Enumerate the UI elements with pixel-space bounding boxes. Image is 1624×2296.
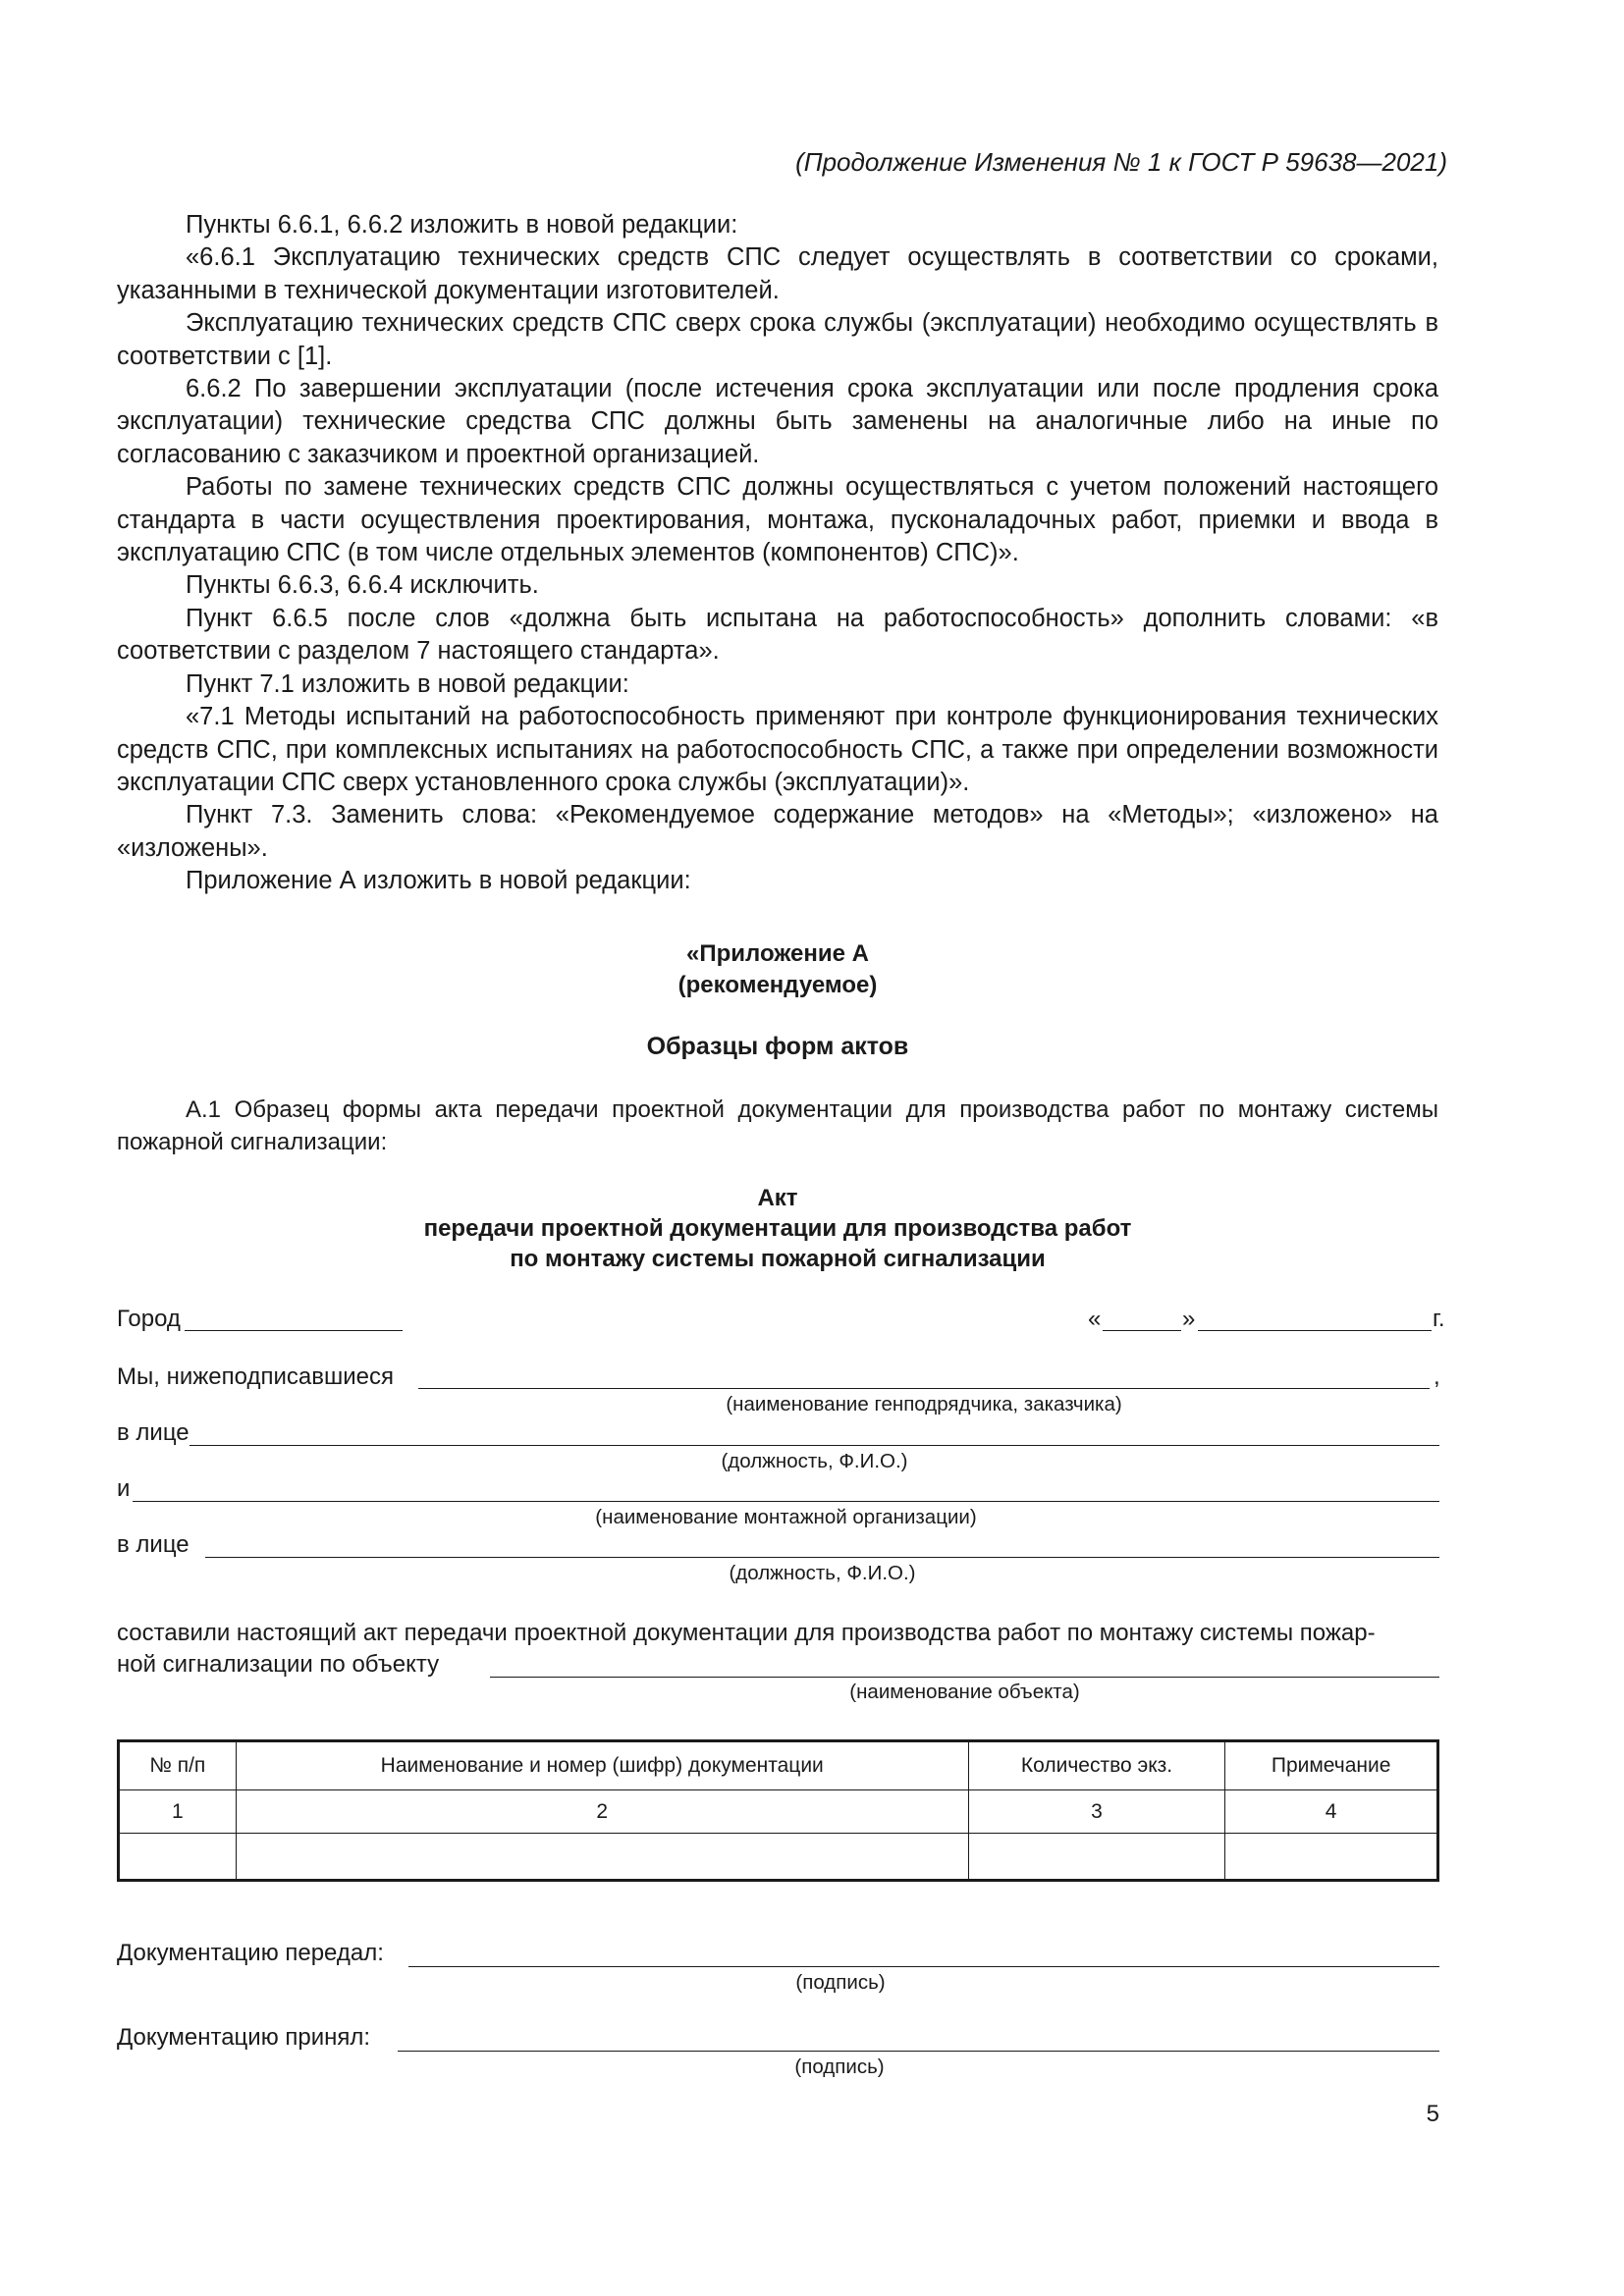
in-person-label: в лице xyxy=(117,1531,189,1558)
act-title-line2: передачи проектной документации для производства работ xyxy=(423,1215,1132,1242)
we-label: Мы, нижеподписавшиеся xyxy=(117,1363,394,1390)
paragraph: «7.1 Методы испытаний на работоспособность применяют при контроле функционирования технических средств СПС, при комплексных испытаниях на работоспособность СПС, а также при определении возможности эксплуатации СПС сверх установленного срока службы (эксплуатации)». xyxy=(117,703,1438,796)
appendix-subtitle: (рекомендуемое) xyxy=(677,972,878,998)
appendix-heading: Образцы форм актов xyxy=(646,1033,909,1060)
paragraph: Эксплуатацию технических средств СПС сверх срока службы (эксплуатации) необходимо осуществлять в соответствии с [1]. xyxy=(117,309,1438,370)
compiled-text-line2: ной сигнализации по объекту xyxy=(117,1651,440,1678)
received-signature-field[interactable] xyxy=(398,2051,1439,2052)
paragraph: Работы по замене технических средств СПС должны осуществляться с учетом положений настоящего стандарта в части осуществления проектирования, монтажа, пусконаладочных работ, приемки и ввода в эксплуатацию СПС (в том числе отдельных элементов (компонентов) СПС)». xyxy=(117,473,1438,567)
hint-position-1: (должность, Ф.И.О.) xyxy=(721,1450,908,1472)
comma: , xyxy=(1434,1363,1440,1390)
date-open-quote: « xyxy=(1088,1306,1102,1332)
act-title-line3: по монтажу системы пожарной сигнализации xyxy=(510,1246,1046,1272)
paragraph: Пункт 7.1 изложить в новой редакции: xyxy=(186,669,629,698)
paragraph: Пункт 6.6.5 после слов «должна быть испытана на работоспособность» дополнить словами: «в соответствии с разделом 7 настоящего стандарта». xyxy=(117,604,1438,666)
numbering-cell: 2 xyxy=(236,1790,968,1834)
header-note: (Продолжение Изменения № 1 к ГОСТ Р 59638—2021) xyxy=(795,147,1447,177)
table-row xyxy=(119,1834,1438,1881)
city-field[interactable] xyxy=(185,1330,403,1331)
compiled-text-line1: составили настоящий акт передачи проектной документации для производства работ по монтажу системы пожар- xyxy=(117,1620,1376,1646)
and-label: и xyxy=(117,1475,131,1502)
col-header-number: № п/п xyxy=(119,1741,237,1790)
paragraph: Приложение А изложить в новой редакции: xyxy=(186,867,691,895)
table-cell[interactable] xyxy=(119,1834,237,1881)
page-number: 5 xyxy=(1426,2101,1439,2127)
installer-field[interactable] xyxy=(133,1501,1439,1502)
appendix-intro: А.1 Образец формы акта передачи проектной документации для производства работ по монтажу системы пожарной сигнализации: xyxy=(117,1096,1438,1155)
col-header-quantity: Количество экз. xyxy=(968,1741,1225,1790)
paragraph: Пункты 6.6.3, 6.6.4 исключить. xyxy=(186,571,539,600)
received-label: Документацию принял: xyxy=(117,2024,371,2051)
documents-table xyxy=(117,1739,1439,1882)
hint-contractor: (наименование генподрядчика, заказчика) xyxy=(726,1393,1122,1415)
handed-hint: (подпись) xyxy=(795,1971,886,1994)
appendix-intro-block xyxy=(117,1094,1438,1158)
body-text xyxy=(117,209,1438,898)
hint-object: (наименование объекта) xyxy=(849,1681,1080,1703)
month-field[interactable] xyxy=(1198,1330,1432,1331)
object-field[interactable] xyxy=(490,1677,1439,1678)
table-header-row xyxy=(119,1741,1438,1790)
appendix-title: «Приложение А xyxy=(686,940,869,967)
received-hint: (подпись) xyxy=(794,2056,885,2078)
position-field-1[interactable] xyxy=(189,1445,1439,1446)
paragraph: Пункт 7.3. Заменить слова: «Рекомендуемое содержание методов» на «Методы»; «изложено» на «изложены». xyxy=(117,801,1438,862)
numbering-cell: 3 xyxy=(968,1790,1225,1834)
handed-label: Документацию передал: xyxy=(117,1940,384,1966)
hint-position-2: (должность, Ф.И.О.) xyxy=(729,1562,916,1584)
table-cell[interactable] xyxy=(968,1834,1225,1881)
handed-signature-field[interactable] xyxy=(408,1966,1439,1967)
table-cell[interactable] xyxy=(1225,1834,1438,1881)
paragraph: «6.6.1 Эксплуатацию технических средств СПС следует осуществлять в соответствии со сроками, указанными в технической документации изготовителей. xyxy=(117,243,1438,304)
contractor-field[interactable] xyxy=(418,1388,1430,1389)
table-numbering-row xyxy=(119,1790,1438,1834)
table-cell[interactable] xyxy=(236,1834,968,1881)
numbering-cell: 4 xyxy=(1225,1790,1438,1834)
col-header-note: Примечание xyxy=(1225,1741,1438,1790)
city-label: Город xyxy=(117,1306,181,1332)
act-title: Акт xyxy=(757,1185,798,1211)
numbering-cell: 1 xyxy=(119,1790,237,1834)
year-suffix: г. xyxy=(1433,1306,1445,1332)
position-field-2[interactable] xyxy=(205,1557,1439,1558)
in-person-label: в лице xyxy=(117,1419,189,1446)
paragraph: 6.6.2 По завершении эксплуатации (после истечения срока эксплуатации или после продления срока эксплуатации) технические средства СПС должны быть заменены на аналогичные либо на иные по согласованию с заказчиком и проектной организацией. xyxy=(117,375,1438,468)
date-close-quote: » xyxy=(1182,1306,1196,1332)
col-header-name: Наименование и номер (шифр) документации xyxy=(236,1741,968,1790)
hint-installer: (наименование монтажной организации) xyxy=(595,1506,977,1528)
day-field[interactable] xyxy=(1103,1330,1181,1331)
paragraph: Пункты 6.6.1, 6.6.2 изложить в новой редакции: xyxy=(186,211,738,239)
